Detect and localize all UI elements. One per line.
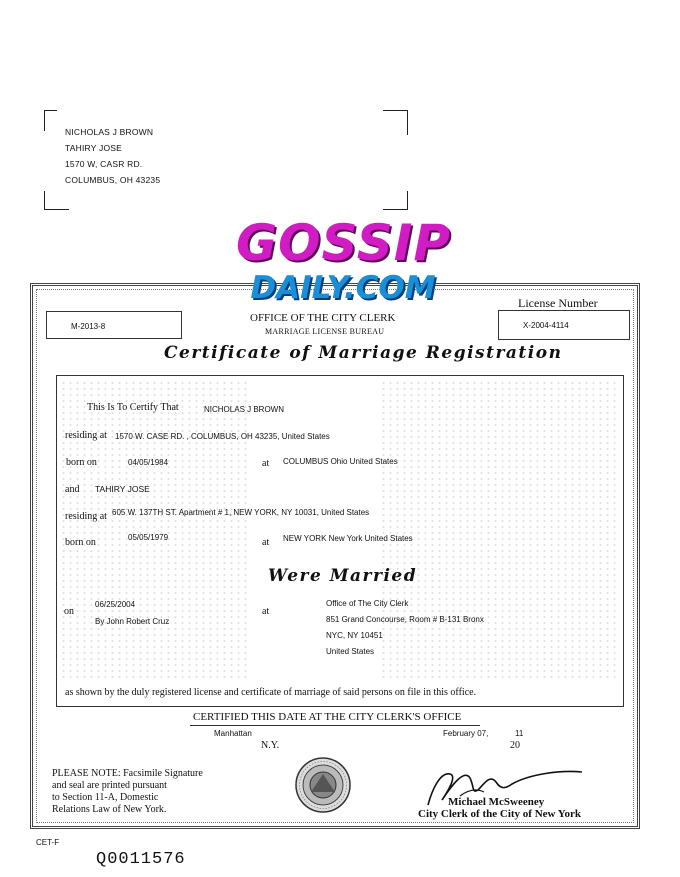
note-line-4: Relations Law of New York. (52, 804, 167, 815)
were-married-heading: Were Married (268, 566, 418, 586)
left-number-box (46, 311, 182, 339)
note-line-3: to Section 11-A, Domestic (52, 792, 159, 803)
logo-line-1: GOSSIP (236, 214, 452, 272)
statement-text: as shown by the duly registered license and certificate of marriage of said persons on file in this office. (65, 687, 477, 698)
certified-month-day: February 07, (443, 729, 489, 738)
note-line-1: PLEASE NOTE: Facsimile Signature (52, 768, 203, 779)
address-line-4: COLUMBUS, OH 43235 (65, 175, 161, 185)
party2-born-label: born on (65, 537, 96, 548)
window-corner-tr (383, 110, 408, 135)
party2-at-label: at (262, 537, 270, 548)
signer-name: Michael McSweeney (448, 796, 545, 808)
city-seal-icon (294, 756, 352, 814)
certificate-title: Certificate of Marriage Registration (164, 343, 563, 363)
certified-year-suffix: 11 (515, 729, 524, 738)
party1-residing-label: residing at (65, 430, 107, 441)
ceremony-location-4: United States (326, 647, 375, 656)
bureau-title: MARRIAGE LICENSE BUREAU (265, 327, 385, 336)
logo-line-2: DAILY.COM (250, 270, 436, 306)
certified-century: 20 (510, 740, 520, 751)
ceremony-location-1: Office of The City Clerk (326, 599, 409, 608)
party1-birth-place: COLUMBUS Ohio United States (283, 457, 398, 466)
certified-borough: Manhattan (214, 729, 252, 738)
party2-birth-place: NEW YORK New York United States (283, 534, 413, 543)
left-number: M-2013-8 (71, 322, 106, 331)
address-line-3: 1570 W, CASR RD. (65, 159, 143, 169)
ceremony-date: 06/25/2004 (95, 600, 136, 609)
party1-name: NICHOLAS J BROWN (204, 405, 285, 414)
ceremony-location-2: 851 Grand Concourse, Room # B-131 Bronx (326, 615, 484, 624)
ceremony-at-label: at (262, 606, 270, 617)
certified-underline (190, 725, 480, 726)
party2-birth-date: 05/05/1979 (128, 533, 169, 542)
license-number-label: License Number (518, 296, 598, 310)
ceremony-on-label: on (64, 606, 74, 617)
party2-residence: 605 W. 137TH ST. Apartment # 1, NEW YORK, NY 10031, United States (112, 508, 370, 517)
gossip-daily-logo (236, 216, 450, 316)
address-line-1: NICHOLAS J BROWN (65, 127, 154, 137)
party2-name: TAHIRY JOSE (95, 484, 150, 494)
certify-label: This Is To Certify That (87, 402, 179, 413)
party1-residence: 1570 W. CASE RD. , COLUMBUS, OH 43235, United States (115, 432, 330, 441)
address-window (44, 110, 408, 210)
office-title: OFFICE OF THE CITY CLERK (250, 312, 396, 324)
address-line-2: TAHIRY JOSE (65, 143, 122, 153)
party1-birth-date: 04/05/1984 (128, 458, 169, 467)
ceremony-location-3: NYC, NY 10451 (326, 631, 383, 640)
certified-heading: CERTIFIED THIS DATE AT THE CITY CLERK'S OFFICE (193, 711, 462, 723)
certified-state: N.Y. (261, 740, 280, 751)
note-line-2: and seal are printed pursuant (52, 780, 167, 791)
and-label: and (65, 484, 80, 495)
license-number-box (498, 310, 630, 340)
window-corner-br (383, 191, 408, 210)
party2-residing-label: residing at (65, 511, 107, 522)
window-corner-bl (44, 191, 69, 210)
window-corner-tl (44, 110, 57, 131)
party1-at-label: at (262, 458, 270, 469)
form-code: CET-F (36, 838, 60, 847)
license-number: X-2004-4114 (523, 321, 569, 330)
signer-title: City Clerk of the City of New York (418, 808, 582, 820)
serial-number: Q0011576 (96, 850, 186, 869)
officiant: By John Robert Cruz (95, 617, 170, 626)
party1-born-label: born on (66, 457, 97, 468)
